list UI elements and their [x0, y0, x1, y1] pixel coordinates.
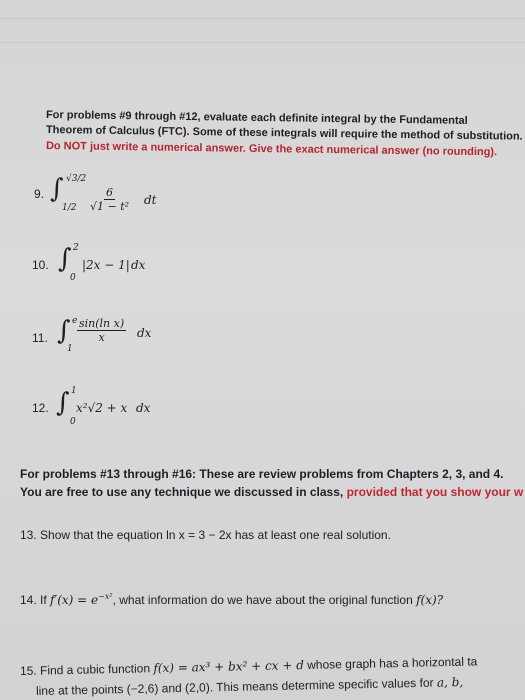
- instructions-line-1: For problems #9 through #12, evaluate each definite integral by the Fundamental: [45, 109, 468, 127]
- problem-text-pre: Find a cubic function: [39, 661, 154, 678]
- problem-text-pre: If: [40, 593, 51, 607]
- problem-number: 14.: [20, 593, 37, 607]
- integral-sign: ∫: [58, 244, 72, 274]
- problem-14: [20, 592, 443, 607]
- lower-limit: 0: [70, 417, 76, 427]
- upper-limit: e: [72, 316, 78, 326]
- problem-number: 15.: [19, 663, 37, 678]
- differential: dx: [131, 258, 146, 272]
- review-instructions-line-2: [20, 485, 523, 499]
- problem-15-line-2: [36, 675, 463, 698]
- upper-limit: 2: [73, 243, 79, 253]
- problem-text: Show that the equation ln x = 3 − 2x has at least one real solution.: [40, 528, 391, 542]
- instructions-line-2: Theorem of Calculus (FTC). Some of these integrals will require the method of substitution.: [45, 124, 523, 143]
- integrand: x²√2 + x: [76, 401, 128, 415]
- ruled-line: [0, 42, 525, 43]
- coefficients: a, b,: [436, 675, 464, 690]
- differential: dx: [136, 401, 151, 415]
- integrand-fraction: [90, 186, 129, 214]
- ruled-line: [0, 18, 525, 19]
- review-instructions-line-1: For problems #13 through #16: These are review problems from Chapters 2, 3, and 4.: [20, 467, 504, 481]
- problem-15-line-1: [20, 654, 478, 678]
- review-instructions-red: provided that you show your w: [346, 485, 524, 499]
- problem-text-post: , what information do we have about the original function: [112, 593, 417, 607]
- problem-number: 10.: [32, 258, 49, 272]
- instructions-line-3: [46, 140, 497, 158]
- integral-sign: ∫: [56, 388, 70, 418]
- function-expression: f(x)?: [416, 593, 444, 607]
- differential: dx: [137, 326, 152, 340]
- lower-limit: 0: [70, 273, 76, 283]
- derivative-expression: f′(x) = e: [50, 593, 99, 607]
- upper-limit: 1: [71, 386, 77, 396]
- integral-sign: ∫: [50, 174, 64, 204]
- denominator: x: [98, 331, 105, 344]
- problem-number: 12.: [32, 401, 49, 415]
- problem-number: 13.: [20, 528, 37, 542]
- problem-number: 9.: [34, 187, 45, 201]
- instructions-note: Give the exact numerical answer (no rounding).: [245, 142, 498, 159]
- problem-13: [20, 528, 391, 542]
- instructions-warning: Do NOT just write a numerical answer.: [45, 140, 246, 155]
- lower-limit: 1: [67, 344, 73, 354]
- cubic-function: f(x) = ax³ + bx² + cx + d: [153, 658, 304, 676]
- differential: dt: [144, 193, 157, 207]
- problem-text-post: whose graph has a horizontal ta: [303, 654, 478, 673]
- numerator: sin(ln x): [79, 317, 125, 330]
- denominator: √1 − t²: [90, 200, 130, 213]
- integral-sign: ∫: [57, 316, 71, 346]
- lower-limit: 1/2: [62, 203, 77, 213]
- integrand: |2x − 1|: [82, 258, 130, 272]
- problem-text: line at the points (−2,6) and (2,0). This means determine specific values for: [35, 675, 438, 698]
- problem-number: 11.: [32, 331, 48, 345]
- review-instructions-text: You are free to use any technique we discussed in class,: [20, 485, 347, 499]
- integrand-fraction: [77, 317, 126, 345]
- exponent: −x²: [98, 592, 113, 601]
- upper-limit: √3/2: [66, 174, 87, 184]
- numerator: 6: [106, 186, 114, 199]
